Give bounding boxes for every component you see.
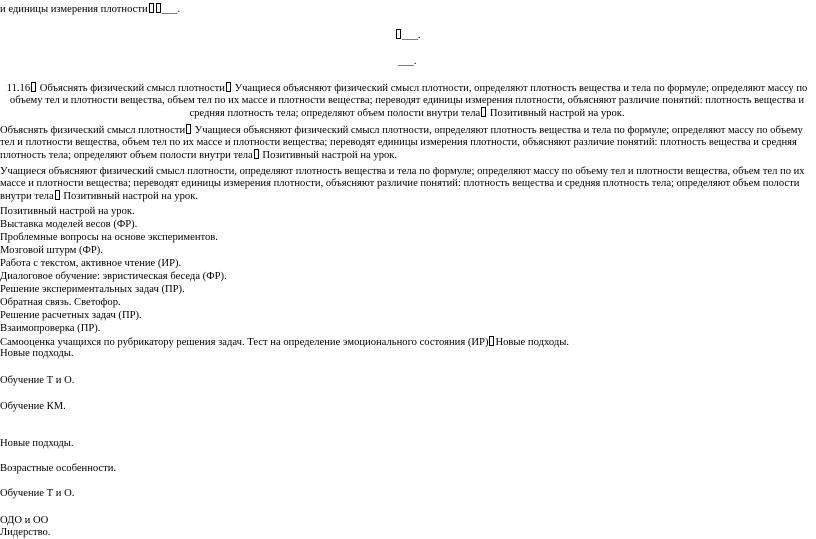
list-item: Диалоговое обучение: эвристическая беседа (ФР).	[0, 271, 227, 282]
list-item: Обучение Т и О.	[0, 375, 75, 386]
symbol-box-icon	[55, 190, 60, 200]
list-item: Лидерство.	[0, 527, 51, 538]
block-sentence-c: Позитивный настрой на урок.	[489, 108, 625, 119]
block-number: 11.16	[6, 83, 31, 94]
symbol-box-icon	[254, 149, 259, 159]
block-11-16	[0, 82, 814, 120]
list-item: Обратная связь. Светофор.	[0, 297, 121, 308]
header-line-2-tail: ___.	[402, 30, 421, 41]
list-item: Новые подходы.	[0, 438, 74, 449]
symbol-box-icon	[481, 107, 486, 117]
list-item: Обучение КМ.	[0, 401, 66, 412]
header-line-1	[0, 3, 180, 16]
list-item: Проблемные вопросы на основе экспериментов.	[0, 232, 218, 243]
header-line-3	[398, 56, 417, 68]
self-assessment-tail: Новые подходы.	[495, 337, 569, 348]
symbol-box-icon	[226, 82, 231, 92]
header-line-3-text: ___.	[398, 56, 417, 67]
paragraph-2-part-b: Учащиеся объясняют физический смысл плотности, определяют плотность вещества и тела по формуле; определяют массу по объему тел и плотности вещества, объем тел по их массе и плотности вещества; переводят единицы измерения плотности, объясняют различие понятий: плотность вещества и средняя плотность тела; определяют объем полости внутри тела	[0, 125, 803, 161]
symbol-box-icon	[489, 336, 494, 346]
list-item: Решение экспериментальных задач (ПР).	[0, 284, 185, 295]
list-item: Решение расчетных задач (ПР).	[0, 310, 142, 321]
paragraph-3	[0, 166, 814, 203]
paragraph-3-part-a: Учащиеся объясняют физический смысл плотности, определяют плотность вещества и тела по формуле; определяют массу по объему тел и плотности вещества, объем тел по их массе и плотности вещества; переводят единицы измерения плотности, объясняют различие понятий: плотность вещества и средняя плотность тела; определяют объем полости внутри тела	[0, 166, 805, 202]
list-item: Выставка моделей весов (ФР).	[0, 219, 138, 230]
list-item: Возрастные особенности.	[0, 463, 117, 474]
list-item: Обучение Т и О.	[0, 488, 75, 499]
list-item: Новые подходы.	[0, 348, 74, 359]
list-item: Работа с текстом, активное чтение (ИР).	[0, 258, 182, 269]
header-line-2	[395, 29, 421, 42]
list-item: Мозговой штурм (ФР).	[0, 245, 103, 256]
paragraph-2-part-c: Позитивный настрой на урок.	[262, 150, 398, 161]
paragraph-3-part-b: Позитивный настрой на урок.	[63, 191, 198, 202]
symbol-box-icon	[396, 29, 401, 39]
symbol-box-icon	[156, 3, 161, 13]
block-sentence-b: Учащиеся объясняют физический смысл плотности, определяют плотность вещества и тела по формуле; определяют массу по объему тел и плотности вещества, объем тел по их массе и плотности вещества; переводят единицы измерения плотности, объясняют различие понятий: плотность вещества и средняя плотность тела; определяют объем полости внутри тела	[9, 83, 808, 119]
self-assessment-text: Самооценка учащихся по рубрикатору решения задач. Тест на определение эмоционального состояния (ИР)	[0, 337, 489, 348]
list-item: Позитивный настрой на урок.	[0, 206, 135, 217]
list-item: Взаимопроверка (ПР).	[0, 323, 101, 334]
symbol-box-icon	[186, 124, 191, 134]
symbol-box-icon	[31, 82, 36, 92]
symbol-box-icon	[149, 3, 154, 13]
self-assessment-line	[0, 336, 569, 349]
list-item: ОДО и ОО	[0, 515, 49, 526]
header-line-1-tail: ___.	[161, 4, 181, 15]
block-sentence-a: Объяснять физический смысл плотности	[39, 83, 225, 94]
paragraph-2	[0, 124, 814, 162]
paragraph-2-part-a: Объяснять физический смысл плотности	[0, 125, 186, 136]
header-line-1-text: и единицы измерения плотности	[0, 4, 148, 15]
